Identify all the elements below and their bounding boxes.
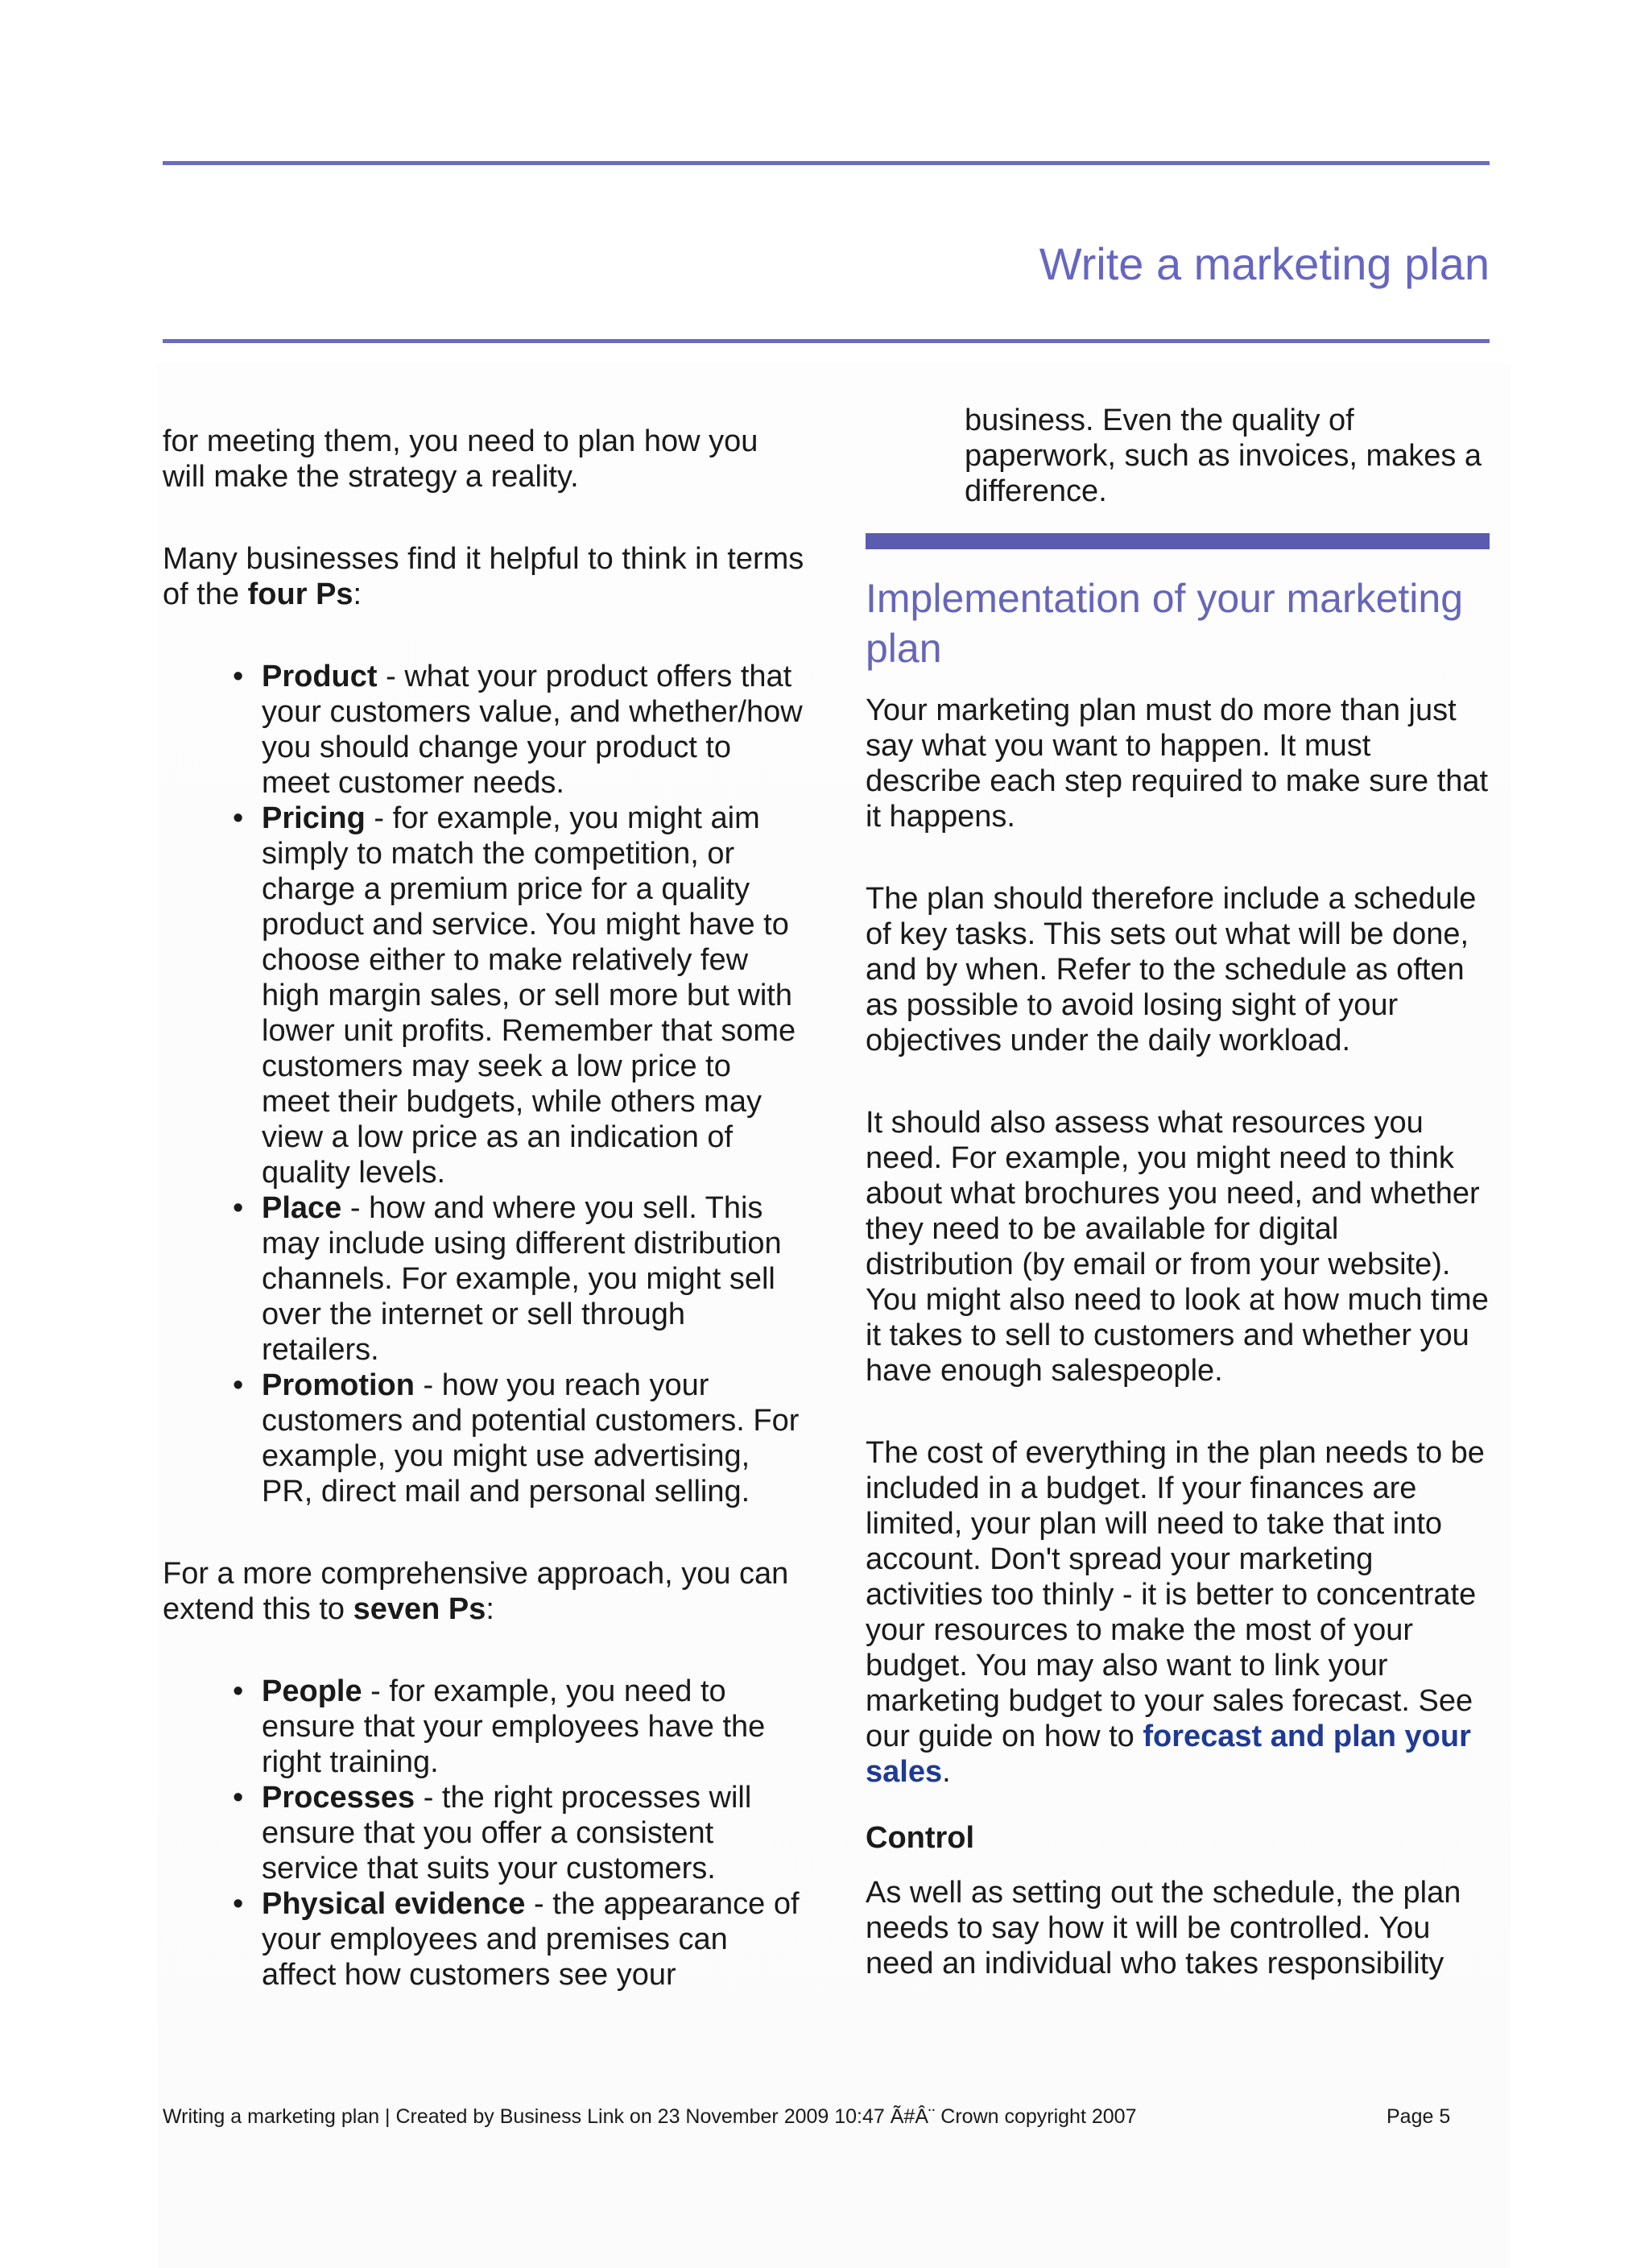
body-paragraph: Your marketing plan must do more than just say what you want to happen. It must describe each step required to make sure that it happens. [866,693,1489,834]
intro-paragraph: for meeting them, you need to plan how you will make the strategy a reality. [163,424,758,494]
page-number: Page 5 [1387,2105,1451,2128]
budget-period: . [942,1755,951,1789]
list-item-text: - for example, you might aim simply to match the competition, or charge a premium price for a quality product and service. You might have to choose either to make relatively few high margin sales, or sell more but with lower unit profits. Remember that some customers may seek a low price to meet their budgets, while others may view a low price as an indication of quality levels. [262,801,796,1190]
list-item [233,1190,807,1368]
page-footer [163,2105,1451,2129]
list-item [233,1780,807,1886]
list-item-term: Processes [262,1781,415,1815]
four-ps-lead-bold: four Ps [247,577,353,611]
list-item-term: Pricing [262,801,366,835]
four-ps-lead [163,541,807,612]
bullet-icon: • [233,1368,244,1402]
control-heading: Control [866,1821,975,1855]
list-item-text: - what your product offers that your customers value, and whether/how you should change your product to meet customer needs. [262,660,803,800]
list-item-text: - how and where you sell. This may include using different distribution channels. For example, you might sell over the internet or sell through retailers. [262,1191,782,1367]
list-item-text: - the appearance of your employees and premises can affect how customers see your [262,1887,800,1992]
list-item [233,1368,807,1509]
header-rule-top [163,161,1490,165]
budget-text: The cost of everything in the plan needs to be included in a budget. If your finances are limited, your plan will need to take that into account. Don't spread your marketing activities too thinly - it is better to concentrate your resources to make the most of your budget. You may also want to link your marketing budget to your sales forecast. See our guide on how to [866,1436,1485,1753]
list-item-text: - how you reach your customers and potential customers. For example, you might use advertising, PR, direct mail and personal selling. [262,1368,800,1509]
list-item-term: People [262,1674,362,1708]
seven-ps-lead-text: For a more comprehensive approach, you can extend this to [163,1557,789,1626]
bullet-icon: • [233,801,244,835]
list-item-term: Place [262,1191,342,1225]
seven-ps-lead [163,1556,807,1627]
bullet-icon: • [233,1781,244,1815]
body-paragraph: The plan should therefore include a schedule of key tasks. This sets out what will be done, and by when. Refer to the schedule as often as possible to avoid losing sight of your objectives under the daily workload. [866,882,1477,1057]
bullet-icon: • [233,1191,244,1225]
list-item [233,1674,807,1780]
document-title: Write a marketing plan [1039,238,1490,289]
header-rule-bottom [163,339,1490,343]
bullet-icon: • [233,1674,244,1708]
forecast-sales-link[interactable]: forecast and plan your sales [866,1720,1471,1789]
left-column [163,424,807,2039]
list-item [233,659,807,801]
four-ps-lead-text: Many businesses find it helpful to think in terms of the [163,542,804,611]
list-item-text: - for example, you need to ensure that your employees have the right training. [262,1674,766,1779]
list-item-text: - the right processes will ensure that you offer a consistent service that suits your customers. [262,1781,752,1885]
bullet-icon: • [233,1887,244,1921]
list-item-term: Physical evidence [262,1887,526,1921]
list-item [233,801,807,1190]
four-ps-list [163,659,807,1509]
body-paragraph: It should also assess what resources you need. For example, you might need to think about what brochures you need, and whether they need to be available for digital distribution (by email or from your website). You might also need to look at how much time it takes to sell to customers and whether you have enough salespeople. [866,1106,1489,1388]
budget-paragraph [866,1435,1494,1790]
section-heading: Implementation of your marketing plan [866,576,1464,671]
seven-ps-lead-bold: seven Ps [353,1592,486,1626]
section-divider-bar [866,533,1490,549]
bullet-icon: • [233,660,244,693]
four-ps-lead-colon: : [353,577,362,611]
list-item [233,1886,807,1993]
continued-list-text: business. Even the quality of paperwork, such as invoices, makes a difference. [965,404,1482,508]
list-item-term: Product [262,660,378,693]
seven-ps-lead-colon: : [486,1592,494,1626]
seven-ps-list [163,1674,807,1993]
list-item-term: Promotion [262,1368,415,1402]
footer-text: Writing a marketing plan | Created by Business Link on 23 November 2009 10:47 Ã#Â¨ Crown copyright 2007 [163,2105,1137,2128]
right-column [866,403,1494,2028]
control-paragraph: As well as setting out the schedule, the plan needs to say how it will be controlled. You need an individual who takes responsibility [866,1876,1461,1980]
